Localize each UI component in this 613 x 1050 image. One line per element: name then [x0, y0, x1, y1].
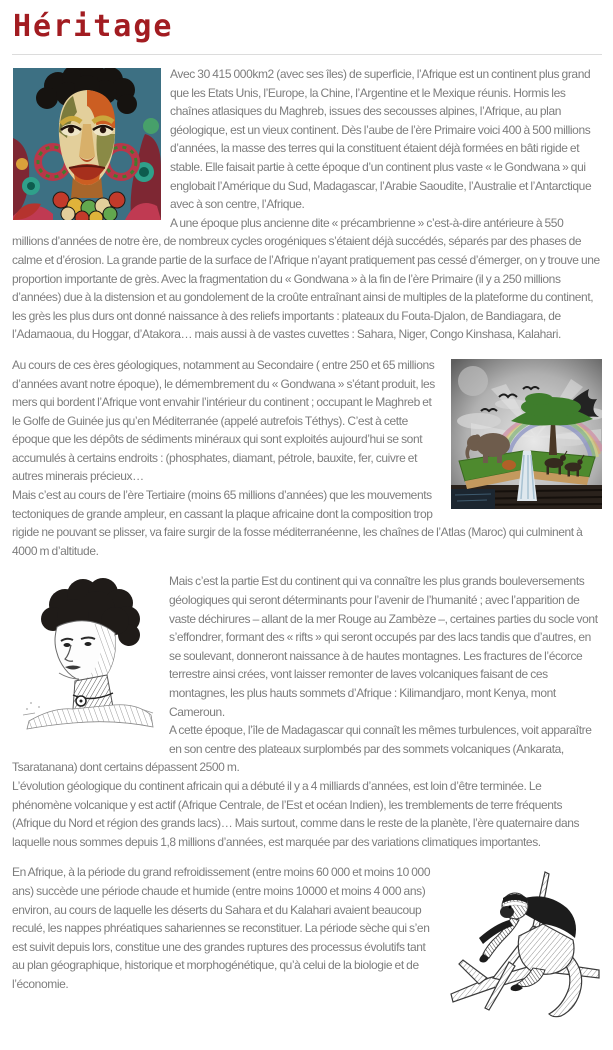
paragraph-rift-1: Mais c’est la partie Est du continent qui va connaître les plus grands bouleversements géologiques qui seront déterminants pour l’avenir de l’humanité ; avec l’apparition de vaste déchirures – allant de la mer Rouge au Zambèze –, certaines parties du socle vont s’effondrer, formant des « rifts » qui seront occupés par des lacs tandis que d’autres, en se soulevant, donneront naissance à de hautes montagnes. Les fractures de l’écorce terrestre ainsi crées, vont laisser remonter de laves volcaniques faisant de ces montagnes, les plus hauts sommets d’Afrique : Kilimandjaro, mont Kenya, mont Cameroun. — [169, 574, 598, 719]
african-woman-engraving-image — [13, 575, 160, 737]
section-secondaire — [12, 356, 602, 561]
paragraph-rift-3: L’évolution géologique du continent africain qui a débuté il y a 4 milliards d’années, est loin d’être terminée. Le phénomène volcanique y est actif (Afrique Centrale, de l’Est et océan Indien), les tremblements de terre fréquents (Afrique du Nord et région des grands lacs)… Mais surtout, comme dans le reste de la planète, l’ère quaternaire dans laquelle nous sommes depuis 1,8 millions d’années, est marquée par des variations climatiques importantes. — [12, 778, 580, 849]
section-intro — [12, 65, 602, 344]
savanna-book-collage-image — [451, 359, 602, 509]
paragraph-climat-1: En Afrique, à la période du grand refroidissement (entre moins 60 000 et moins 10 000 ans) succède une période chaude et humide (entre moins 10000 et moins 4 000 ans) environ, au cours de laquelle les déserts du Sahara et du Kalahari avaient beaucoup reculé, les nappes phréatiques sahariennes se reconstituer. La période sèche qui s’en est suivit depuis lors, constitue une des grandes ruptures des processus évolutifs tant au plan géographique, historique et morphogénétique, qu’à celui de la biologie et de l’économie. — [12, 865, 431, 991]
paragraph-rift-2: A cette époque, l’île de Madagascar qui connaît les mêmes turbulences, voit apparaître en son centre des plateaux surplombés par des sommets volcaniques (Ankarata, Tsaratanana) dont certains dépassent 2500 m. — [12, 723, 592, 775]
african-woman-painting-image — [13, 68, 161, 220]
paragraph-intro-1: Avec 30 415 000km2 (avec ses îles) de superficie, l’Afrique est un continent plus grand que les Etats Unis, l’Europe, la Chine, l’Argentine et le Mexique réunis. Hormis les chaînes atlasiques du Maghreb, issues des secousses alpines, l’Afrique, au plan géologique, est un vieux continent. Dès l’aube de l’ère Primaire voici 400 à 500 millions d’années, la masse des terres qui la constituent étaient déjà formées en bâti rigide et stable. Elle faisait partie à cette époque d’un continent plus vaste « le Gondwana » qui englobait l’Amérique du Sud, Madagascar, l’Arabie Saoudite, l’Australie et l’Antarctique avec à son centre, l’Afrique. — [170, 67, 592, 212]
paragraph-secondaire-1: Au cours de ces ères géologiques, notamment au Secondaire ( entre 250 et 65 millions d’années avant notre époque), le démembrement du « Gondwana » s’étant produit, les mers qui bordent l’Afrique vont envahir l’intérieur du continent ; occupant le Maghreb et le Golfe de Guinée jus qu’en Méditerranée (appelé autrefois Téthys). C’est à cette époque que les dépôts de sédiments minéraux qui sont exploités aujourd’hui se sont accumulés à certains endroits : (phosphates, diamant, pétrole, bauxite, fer, cuivre et autres minerais précieux… — [12, 357, 435, 484]
monkey-engraving-image — [449, 866, 602, 1021]
page-title: Héritage — [13, 9, 174, 44]
paragraph-intro-2: A une époque plus ancienne dite « précambrienne » c’est-à-dire antérieure à 550 millions d’années de notre ère, de nombreux cycles orogéniques s’étaient déjà succédés, séparés par des phases de calme et d’érosion. La grande partie de la surface de l’Afrique n’ayant pratiquement pas cessé d’émerger, on y trouve une proportion importante de grès. Avec la fragmentation du « Gondwana » à la fin de l’ère Primaire (il y a 250 millions d’années) due à la distension et au gondolement de la croûte entraînant ainsi de multiples de la plateforme du continent, les grès les plus durs ont donné naissance à des reliefs importants : plateaux du Fouta-Djalon, de Bandiagara, de l’Adamaoua, du Hoggar, d’Atakora… mais aussi à de vastes cuvettes : Sahara, Niger, Congo Kinshasa, Kalahari. — [12, 215, 600, 342]
paragraph-secondaire-2: Mais c’est au cours de l’ère Tertiaire (moins 65 millions d’années) que les mouvements tectoniques de grande ampleur, en cassant la plaque africaine dont la composition trop rigide ne pouvant se plisser, va faire surgir de la fosse méditerranéenne, les chaînes de l’Atlas (Maroc) qui culminent à 4000 m d’altitude. — [12, 488, 583, 558]
section-climat — [12, 863, 602, 1024]
section-rift — [12, 572, 602, 851]
title-divider — [12, 54, 602, 55]
